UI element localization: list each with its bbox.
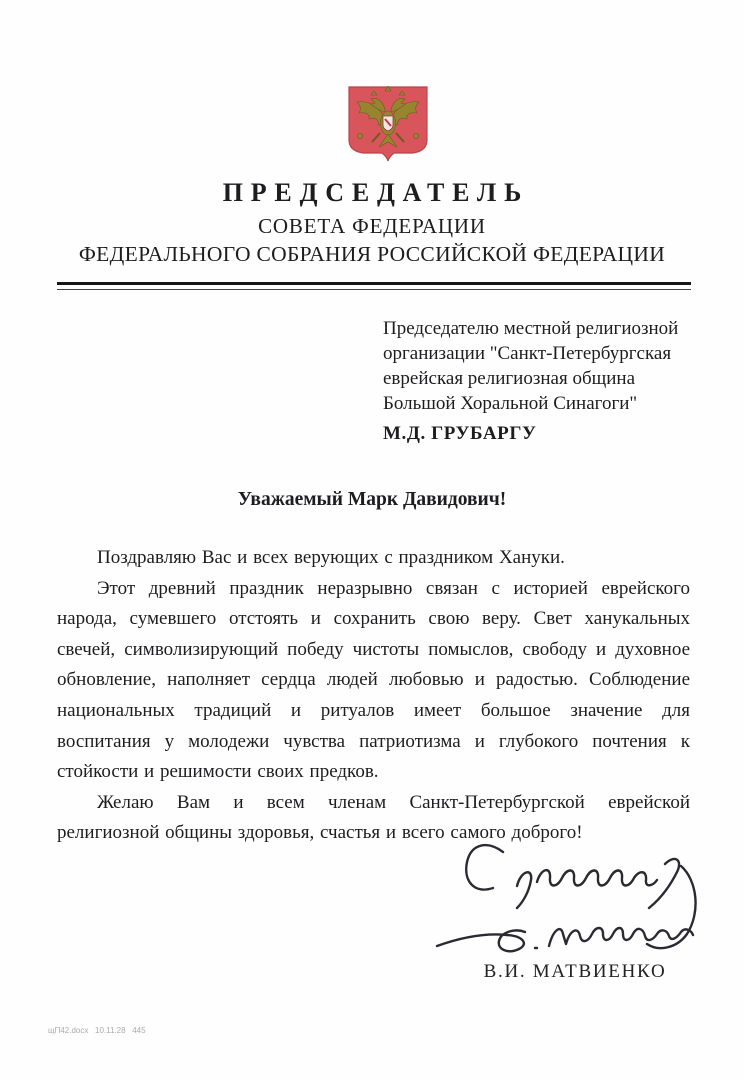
- letterhead-subtitle-1: СОВЕТА ФЕДЕРАЦИИ: [258, 214, 486, 238]
- letterhead-subtitle-2: ФЕДЕРАЛЬНОГО СОБРАНИЯ РОССИЙСКОЙ ФЕДЕРАЦИИ: [78, 242, 666, 266]
- footer-document-code: щП42.docx 10.11.28 445: [48, 1026, 146, 1035]
- addressee-name: М.Д. ГРУБАРГУ: [383, 423, 537, 444]
- salutation: Уважаемый Марк Давидович!: [237, 489, 507, 510]
- typed-signature-name: В.И. МАТВИЕНКО: [483, 961, 667, 982]
- handwritten-signature: [425, 836, 725, 960]
- addressee-line: организации "Санкт-Петербургская: [383, 343, 672, 364]
- letter-body: [57, 543, 690, 849]
- body-paragraph: Желаю Вам и всем членам Санкт-Петербургской еврейской религиозной общины здоровья, счастья и всего самого доброго!: [57, 791, 690, 844]
- addressee-line: Председателю местной религиозной: [383, 318, 679, 339]
- addressee-line: Большой Хоральной Синагоги": [383, 393, 638, 414]
- russia-coat-of-arms-icon: [348, 86, 428, 162]
- body-paragraph: Этот древний праздник неразрывно связан с историей еврейского народа, сумевшего отстоять и сохранить свою веру. Свет ханукальных свечей, символизирующий победу чистоты помыслов, свободу и духовное обновление, наполняет сердца людей любовью и радостью. Соблюдение национальных традиций и ритуалов имеет большое значение для воспитания у молодежи чувства патриотизма и глубокого почтения к стойкости и решимости своих предков.: [57, 577, 690, 783]
- addressee-block: [383, 316, 678, 416]
- letterhead-divider: [57, 282, 691, 290]
- letterhead-title: ПРЕДСЕДАТЕЛЬ: [222, 178, 530, 207]
- addressee-line: еврейская религиозная община: [383, 368, 636, 389]
- body-paragraph: Поздравляю Вас и всех верующих с праздником Хануки.: [97, 547, 565, 568]
